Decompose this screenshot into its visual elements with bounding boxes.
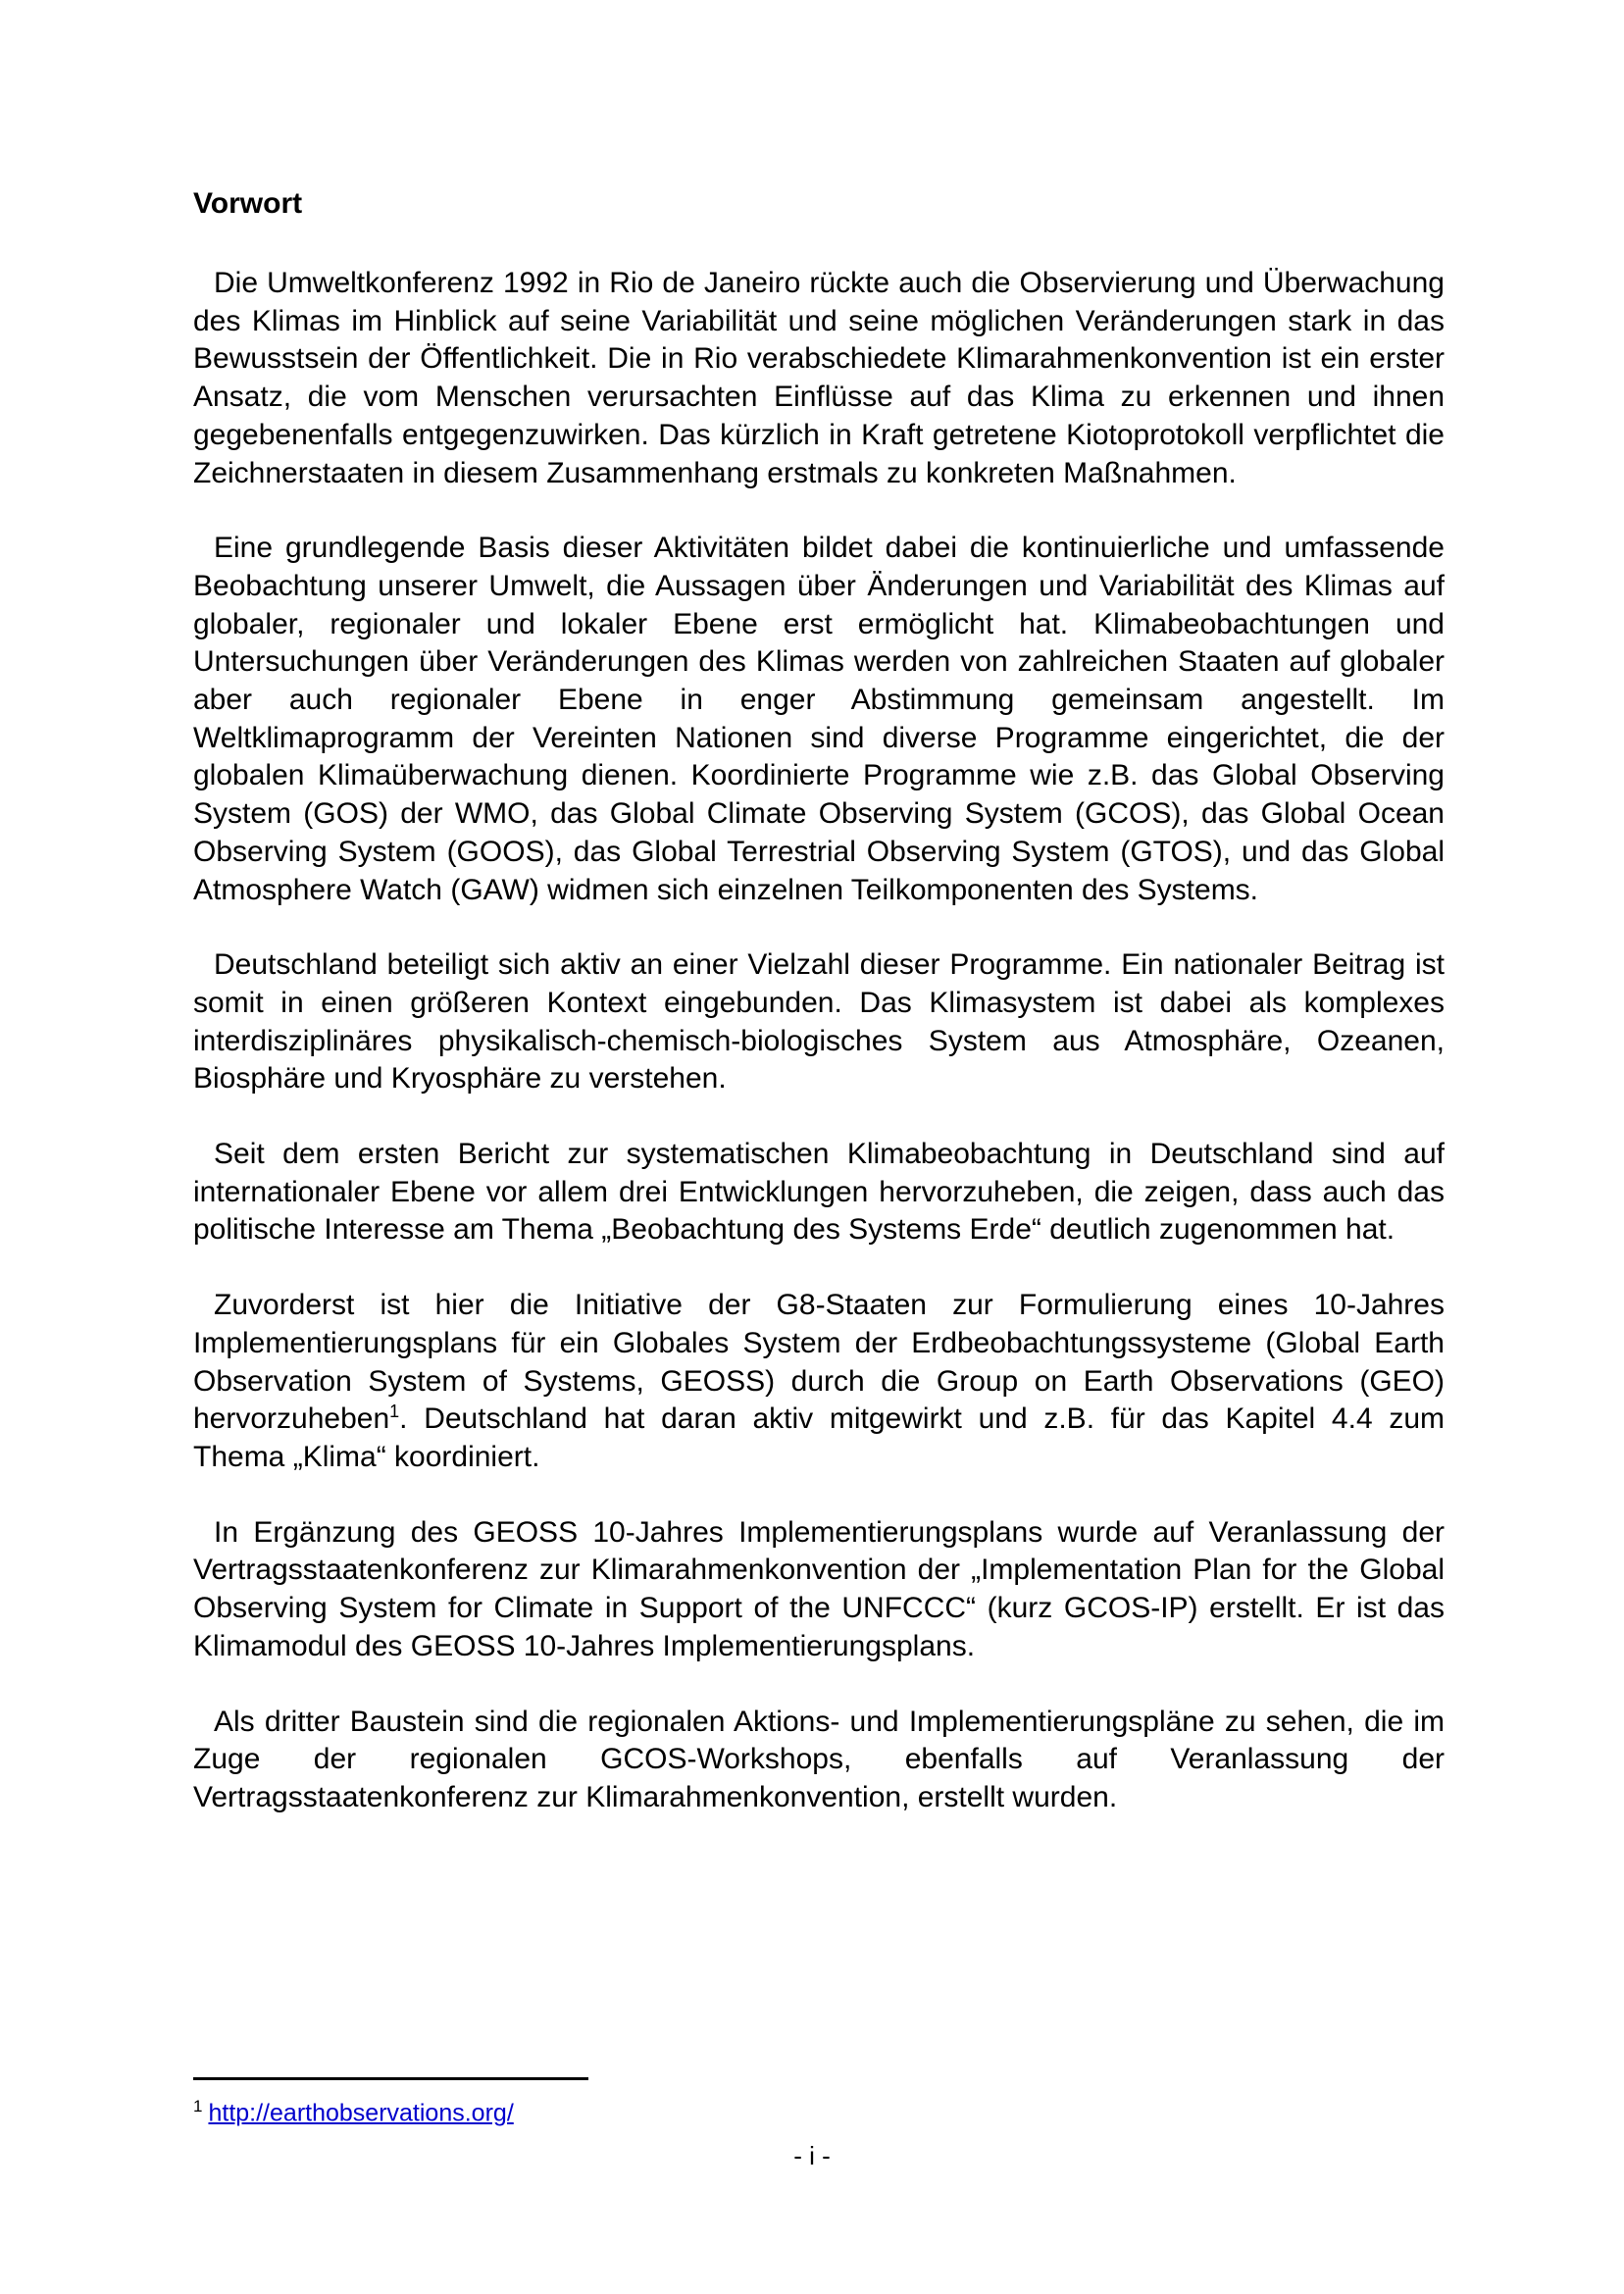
paragraph-developments: Seit dem ersten Bericht zur systematischen Klimabeobachtung in Deutschland sind auf internationaler Ebene vor allem drei Entwicklungen hervorzuheben, die zeigen, dass auch das politische Interesse am Thema „Beobachtung des Systems Erde“ deutlich zugenommen hat. (193, 1138, 1445, 1247)
paragraph-rio-conference: Die Umweltkonferenz 1992 in Rio de Janeiro rückte auch die Observierung und Überwachung des Klimas im Hinblick auf seine Variabilität und seine möglichen Veränderungen stark in das Bewusstsein der Öffentlichkeit. Die in Rio verabschiedete Klimarahmenkonvention ist ein erster Ansatz, die vom Menschen verursachten Einflüsse auf das Klima zu erkennen und ihnen gegebenenfalls entgegenzuwirken. Das kürzlich in Kraft getretene Kiotoprotokoll verpflichtet die Zeichnerstaaten in diesem Zusammenhang erstmals zu konkreten Maßnahmen. (193, 267, 1445, 489)
paragraph-gcos-ip: In Ergänzung des GEOSS 10-Jahres Implementierungsplans wurde auf Veranlassung der Vertragsstaatenkonferenz zur Klimarahmenkonvention der „Implementation Plan for the Global Observing System for Climate in Support of the UNFCCC“ (kurz GCOS-IP) erstellt. Er ist das Klimamodul des GEOSS 10-Jahres Implementierungsplans. (193, 1515, 1445, 1662)
paragraph-g8-initiative (193, 1287, 1445, 1477)
paragraph-text: . Deutschland hat daran aktiv mitgewirkt und z.B. für das Kapitel 4.4 zum Thema „Klima“ koordiniert. (193, 1402, 1445, 1473)
footnote (193, 2097, 514, 2127)
paragraph-text: Zuvorderst ist hier die Initiative der G8-Staaten zur Formulierung eines 10-Jahres Implementierungsplans für ein Globales System der Erdbeobachtungssysteme (Global Earth Observation System of Systems, GEOSS) durch die Group on Earth Observations (GEO) hervorzuheben (193, 1289, 1445, 1436)
footnote-number: 1 (193, 2097, 203, 2116)
footnote-reference[interactable]: 1 (389, 1402, 400, 1422)
paragraph-observation-basis: Eine grundlegende Basis dieser Aktivitäten bildet dabei die kontinuierliche und umfassende Beobachtung unserer Umwelt, die Aussagen über Änderungen und Variabilität des Klimas auf globaler, regionaler und lokaler Ebene erst ermöglicht hat. Klimabeobachtungen und Untersuchungen über Veränderungen des Klimas werden von zahlreichen Staaten auf globaler aber auch regionaler Ebene in enger Abstimmung gemeinsam angestellt. Im Weltklimaprogramm der Vereinten Nationen sind diverse Programme eingerichtet, die der globalen Klimaüberwachung dienen. Koordinierte Programme wie z.B. das Global Observing System (GOS) der WMO, das Global Climate Observing System (GCOS), das Global Ocean Observing System (GOOS), das Global Terrestrial Observing System (GTOS), und das Global Atmosphere Watch (GAW) widmen sich einzelnen Teilkomponenten des Systems. (193, 532, 1445, 906)
footnote-divider (193, 2077, 588, 2080)
document-page (193, 186, 1445, 1855)
paragraph-regional-plans: Als dritter Baustein sind die regionalen Aktions- und Implementierungspläne zu sehen, die im Zuge der regionalen GCOS-Workshops, ebenfalls auf Veranlassung der Vertragsstaatenkonferenz zur Klimarahmenkonvention, erstellt wurden. (193, 1705, 1445, 1813)
footnote-link[interactable]: http://earthobservations.org/ (208, 2099, 514, 2127)
page-number: - i - (793, 2141, 831, 2170)
page-title: Vorwort (193, 187, 303, 220)
paragraph-germany-participation: Deutschland beteiligt sich aktiv an einer Vielzahl dieser Programme. Ein nationaler Beitrag ist somit in einen größeren Kontext eingebunden. Das Klimasystem ist dabei als komplexes interdisziplinäres physikalisch-chemisch-biologisches System aus Atmosphäre, Ozeanen, Biosphäre und Kryosphäre zu verstehen. (193, 948, 1445, 1096)
